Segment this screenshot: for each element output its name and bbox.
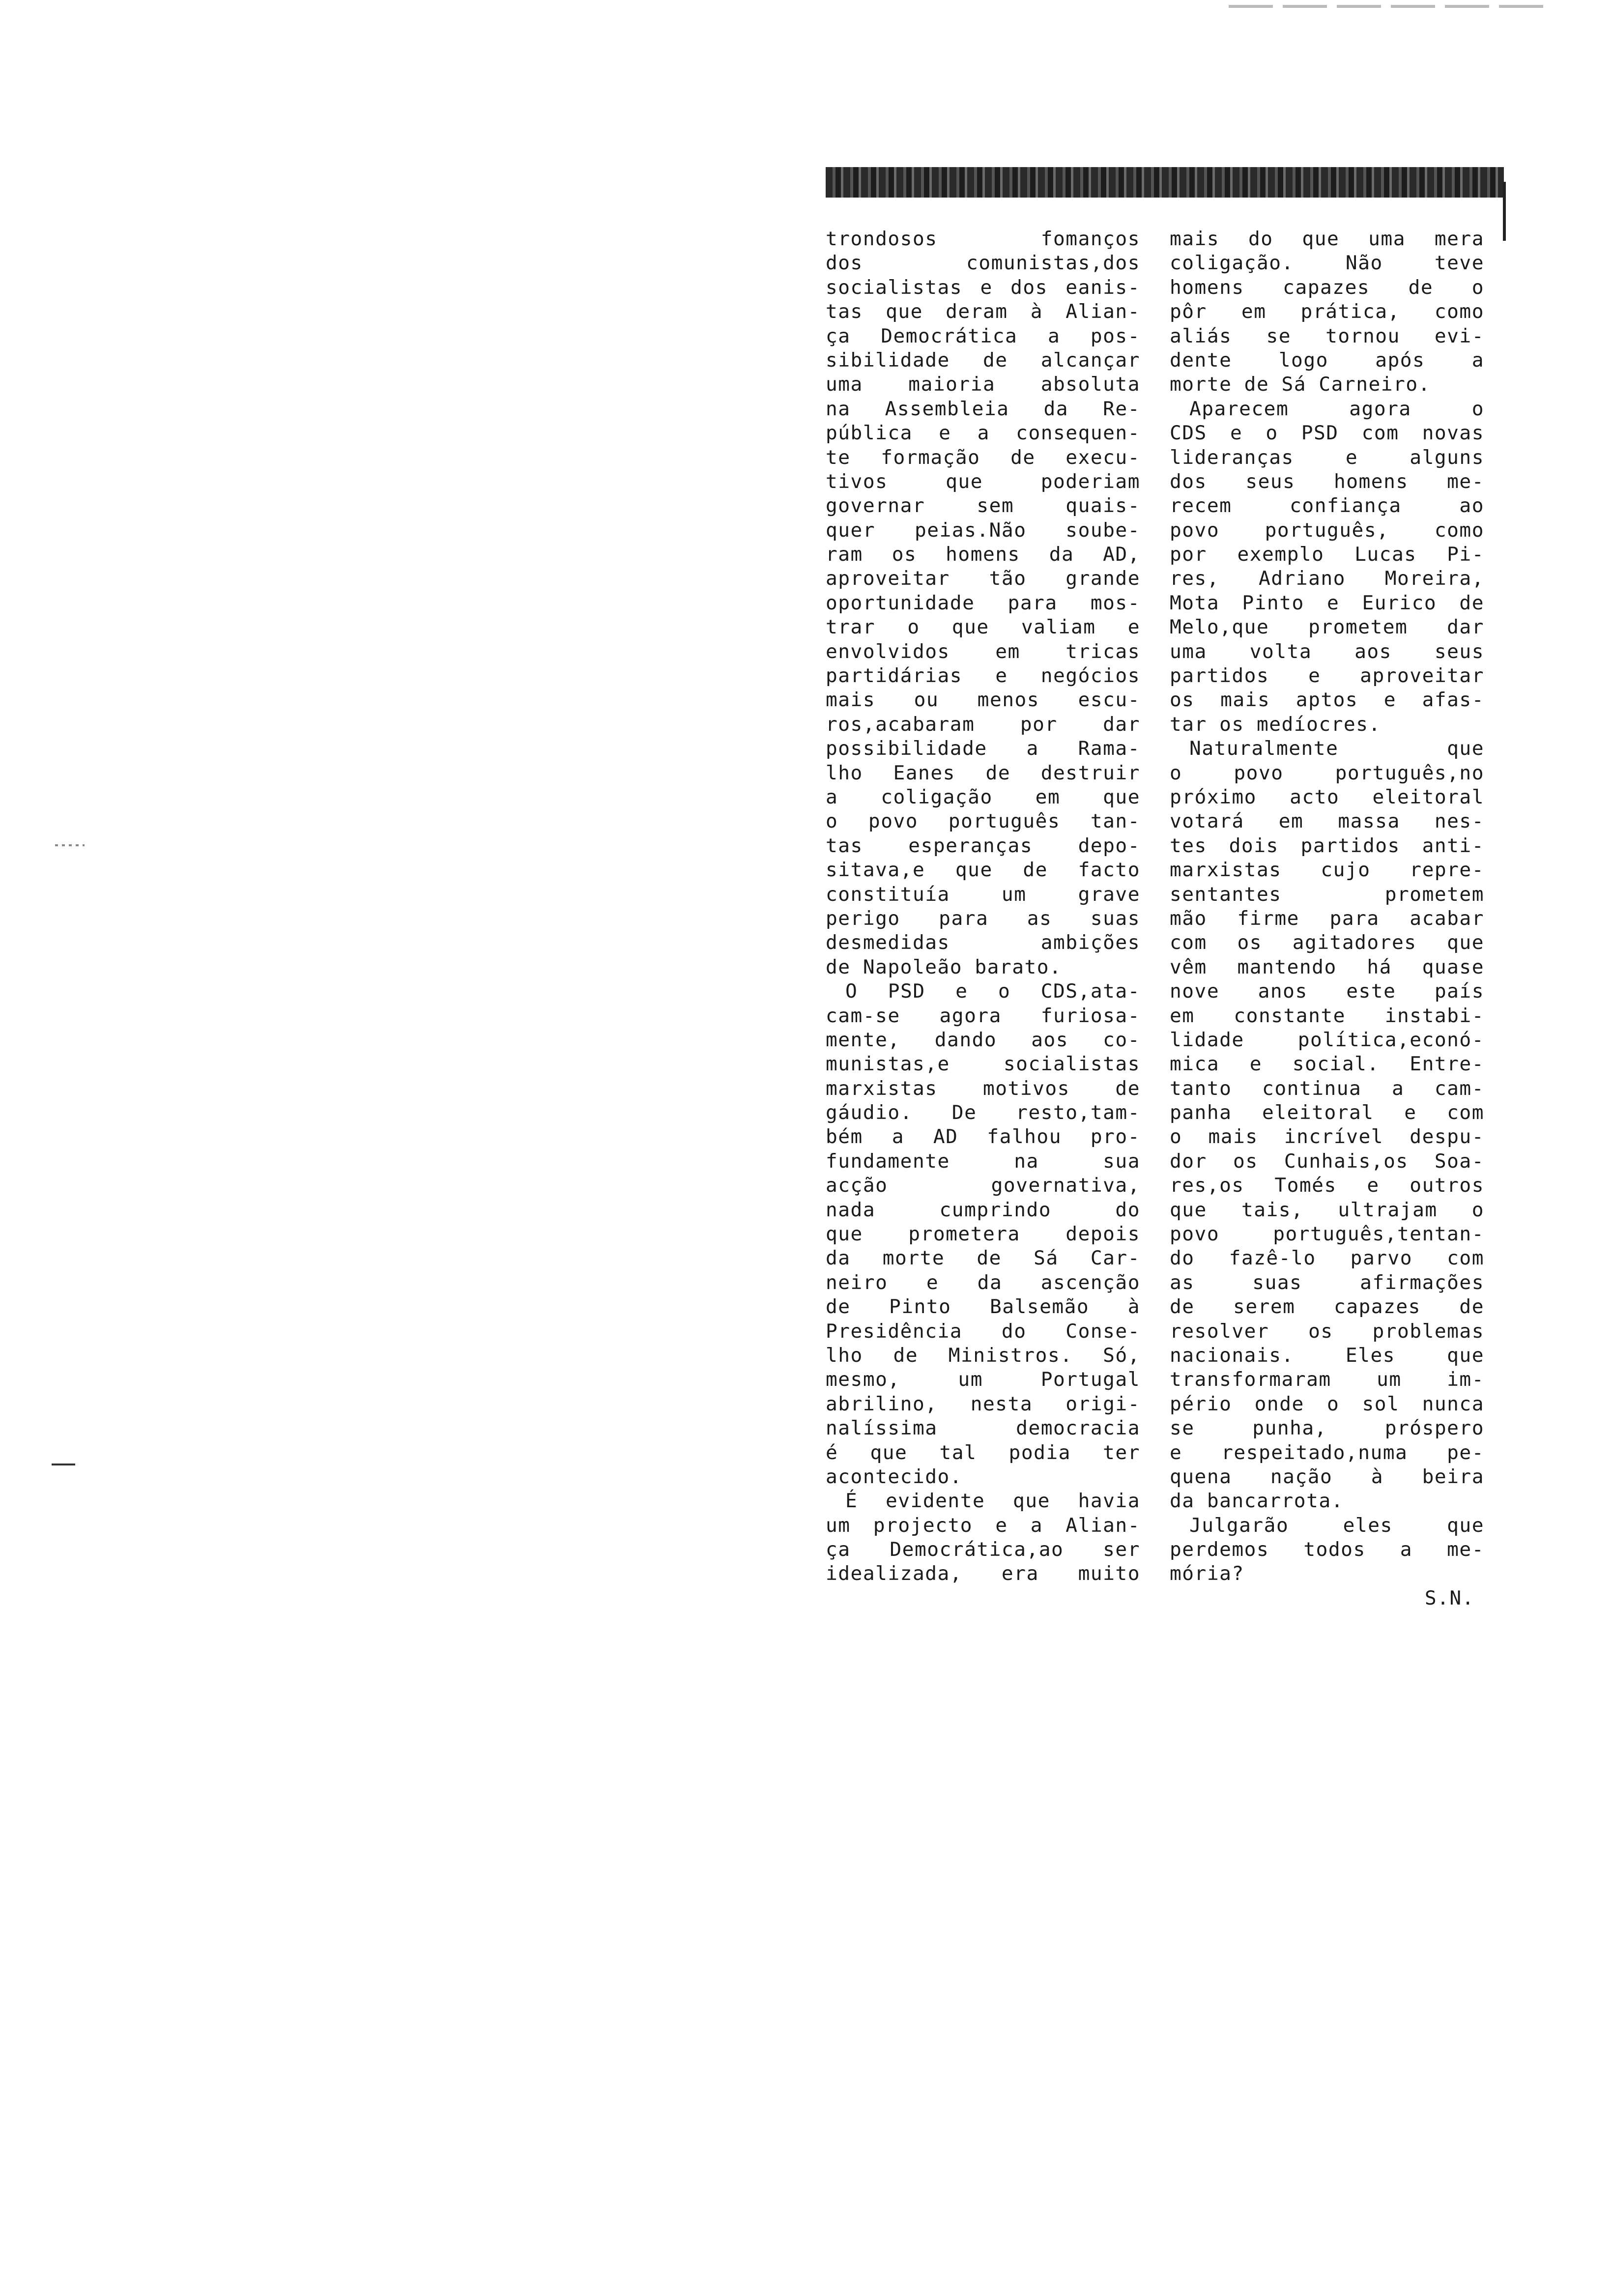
left-column-line: governar sem quais- xyxy=(826,494,1140,517)
left-column-line: sitava,e que de facto xyxy=(826,859,1140,882)
article-column-right xyxy=(1170,227,1484,1610)
left-column-line: tas esperanças depo- xyxy=(826,834,1140,857)
right-column-line: res,os Tomés e outros xyxy=(1170,1174,1484,1197)
left-column-line: cam-se agora furiosa- xyxy=(826,1004,1140,1027)
left-column-line: É evidente que havia xyxy=(845,1490,1140,1513)
left-column-line: na Assembleia da Re- xyxy=(826,397,1140,420)
right-column-line: se punha, próspero xyxy=(1170,1417,1484,1440)
left-column-line: lho Eanes de destruir xyxy=(826,761,1140,784)
right-column-line: com os agitadores que xyxy=(1170,931,1484,954)
author-signature: S.N. xyxy=(1424,1586,1474,1609)
left-column-line: fundamente na sua xyxy=(826,1149,1140,1173)
right-column-line: vêm mantendo há quase xyxy=(1170,955,1484,978)
right-column-line: tanto continua a cam- xyxy=(1170,1077,1484,1100)
right-column-line: mão firme para acabar xyxy=(1170,907,1484,930)
margin-speck xyxy=(55,844,85,846)
left-column-line: uma maioria absoluta xyxy=(826,373,1140,396)
right-column-line: marxistas cujo repre- xyxy=(1170,859,1484,882)
right-column-line: morte de Sá Carneiro. xyxy=(1170,373,1431,396)
left-column-line: possibilidade a Rama- xyxy=(826,737,1140,760)
right-column-line: sentantes prometem xyxy=(1170,883,1484,906)
left-column-line: ça Democrática a pos- xyxy=(826,324,1140,347)
right-column-line: lidade política,econó- xyxy=(1170,1028,1484,1051)
left-column-line: ram os homens da AD, xyxy=(826,543,1140,566)
right-column-line: as suas afirmações xyxy=(1170,1271,1484,1294)
left-column-line: lho de Ministros. Só, xyxy=(826,1344,1140,1367)
right-column-line: resolver os problemas xyxy=(1170,1320,1484,1343)
left-column-line: aproveitar tão grande xyxy=(826,567,1140,590)
right-column-line: Julgarão eles que xyxy=(1189,1514,1484,1537)
right-column-line: próximo acto eleitoral xyxy=(1170,785,1484,808)
right-column-line: coligação. Não teve xyxy=(1170,252,1484,275)
left-column-line: envolvidos em tricas xyxy=(826,640,1140,663)
right-column-line: panha eleitoral e com xyxy=(1170,1101,1484,1124)
left-column-line: a coligação em que xyxy=(826,785,1140,808)
right-column-line: uma volta aos seus xyxy=(1170,640,1484,663)
column-edge-mark xyxy=(1503,182,1506,241)
right-column-line: do fazê-lo parvo com xyxy=(1170,1247,1484,1270)
left-column-line: quer peias.Não soube- xyxy=(826,518,1140,542)
left-column-line: sibilidade de alcançar xyxy=(826,348,1140,372)
right-column-line: res, Adriano Moreira, xyxy=(1170,567,1484,590)
right-column-line: dos seus homens me- xyxy=(1170,470,1484,493)
right-column-line: dor os Cunhais,os Soa- xyxy=(1170,1149,1484,1173)
right-column-line: homens capazes de o xyxy=(1170,276,1484,299)
right-column-line: pério onde o sol nunca xyxy=(1170,1392,1484,1415)
left-column-line: perigo para as suas xyxy=(826,907,1140,930)
left-column-line: acontecido. xyxy=(826,1465,963,1488)
left-column-line: o povo português tan- xyxy=(826,810,1140,833)
left-column-line: nada cumprindo do xyxy=(826,1198,1140,1221)
right-column-line: o povo português,no xyxy=(1170,761,1484,784)
left-column-line: munistas,e socialistas xyxy=(826,1053,1140,1076)
left-column-line: O PSD e o CDS,ata- xyxy=(845,980,1140,1003)
right-column-line: que tais, ultrajam o xyxy=(1170,1198,1484,1221)
right-column-line: partidos e aproveitar xyxy=(1170,664,1484,688)
left-column-line: ça Democrática,ao ser xyxy=(826,1538,1140,1561)
left-column-line: socialistas e dos eanis- xyxy=(826,276,1140,299)
left-column-line: da morte de Sá Car- xyxy=(826,1247,1140,1270)
right-column-line: Melo,que prometem dar xyxy=(1170,616,1484,639)
right-column-line: nove anos este país xyxy=(1170,980,1484,1003)
left-column-line: mente, dando aos co- xyxy=(826,1028,1140,1051)
right-column-line: CDS e o PSD com novas xyxy=(1170,422,1484,445)
right-column-line: lideranças e alguns xyxy=(1170,446,1484,469)
right-column-line: mória? xyxy=(1170,1562,1244,1585)
left-column-line: de Pinto Balsemão à xyxy=(826,1295,1140,1319)
left-column-line: marxistas motivos de xyxy=(826,1077,1140,1100)
right-column-line: tes dois partidos anti- xyxy=(1170,834,1484,857)
left-column-line: pública e a consequen- xyxy=(826,422,1140,445)
right-column-line: quena nação à beira xyxy=(1170,1465,1484,1488)
right-column-line: os mais aptos e afas- xyxy=(1170,689,1484,712)
right-column-line: o mais incrível despu- xyxy=(1170,1125,1484,1148)
right-column-line: perdemos todos a me- xyxy=(1170,1538,1484,1561)
left-column-line: acção governativa, xyxy=(826,1174,1140,1197)
right-column-line: Mota Pinto e Eurico de xyxy=(1170,591,1484,614)
left-column-line: ros,acabaram por dar xyxy=(826,713,1140,736)
left-column-line: um projecto e a Alian- xyxy=(826,1514,1140,1537)
right-column-line: por exemplo Lucas Pi- xyxy=(1170,543,1484,566)
right-column-line: em constante instabi- xyxy=(1170,1004,1484,1027)
margin-mark xyxy=(52,1464,75,1465)
left-column-line: de Napoleão barato. xyxy=(826,955,1062,978)
article-column-left xyxy=(826,227,1140,1586)
left-column-line: nalíssima democracia xyxy=(826,1417,1140,1440)
left-column-line: idealizada, era muito xyxy=(826,1562,1140,1585)
right-column-line: mica e social. Entre- xyxy=(1170,1053,1484,1076)
right-column-line: Naturalmente que xyxy=(1189,737,1484,760)
right-column-line: recem confiança ao xyxy=(1170,494,1484,517)
left-column-line: dos comunistas,dos xyxy=(826,252,1140,275)
right-column-line: povo português,tentan- xyxy=(1170,1223,1484,1246)
left-column-line: gáudio. De resto,tam- xyxy=(826,1101,1140,1124)
left-column-line: é que tal podia ter xyxy=(826,1441,1140,1464)
right-column-line: da bancarrota. xyxy=(1170,1490,1344,1513)
left-column-line: que prometera depois xyxy=(826,1223,1140,1246)
right-column-line: tar os medíocres. xyxy=(1170,713,1381,736)
left-column-line: oportunidade para mos- xyxy=(826,591,1140,614)
right-column-line: dente logo após a xyxy=(1170,348,1484,372)
article-header-banner xyxy=(826,167,1504,198)
right-column-line: e respeitado,numa pe- xyxy=(1170,1441,1484,1464)
left-column-line: mesmo, um Portugal xyxy=(826,1368,1140,1391)
left-column-line: Presidência do Conse- xyxy=(826,1320,1140,1343)
right-column-line: votará em massa nes- xyxy=(1170,810,1484,833)
left-column-line: constituía um grave xyxy=(826,883,1140,906)
left-column-line: trondosos fomanços xyxy=(826,228,1140,250)
top-edge-mark xyxy=(1229,5,1543,8)
right-column-line: de serem capazes de xyxy=(1170,1295,1484,1319)
left-column-line: bém a AD falhou pro- xyxy=(826,1125,1140,1148)
left-column-line: neiro e da ascenção xyxy=(826,1271,1140,1294)
right-column-line: transformaram um im- xyxy=(1170,1368,1484,1391)
right-column-line: povo português, como xyxy=(1170,518,1484,542)
left-column-line: te formação de execu- xyxy=(826,446,1140,469)
left-column-line: tivos que poderiam xyxy=(826,470,1140,493)
right-column-line: nacionais. Eles que xyxy=(1170,1344,1484,1367)
right-column-line: Aparecem agora o xyxy=(1189,397,1484,420)
left-column-line: trar o que valiam e xyxy=(826,616,1140,639)
left-column-line: abrilino, nesta origi- xyxy=(826,1392,1140,1415)
right-column-line: pôr em prática, como xyxy=(1170,300,1484,323)
right-column-line: mais do que uma mera xyxy=(1170,228,1484,250)
left-column-line: mais ou menos escu- xyxy=(826,689,1140,712)
left-column-line: partidárias e negócios xyxy=(826,664,1140,688)
right-column-line: aliás se tornou evi- xyxy=(1170,324,1484,347)
left-column-line: desmedidas ambições xyxy=(826,931,1140,954)
left-column-line: tas que deram à Alian- xyxy=(826,300,1140,323)
